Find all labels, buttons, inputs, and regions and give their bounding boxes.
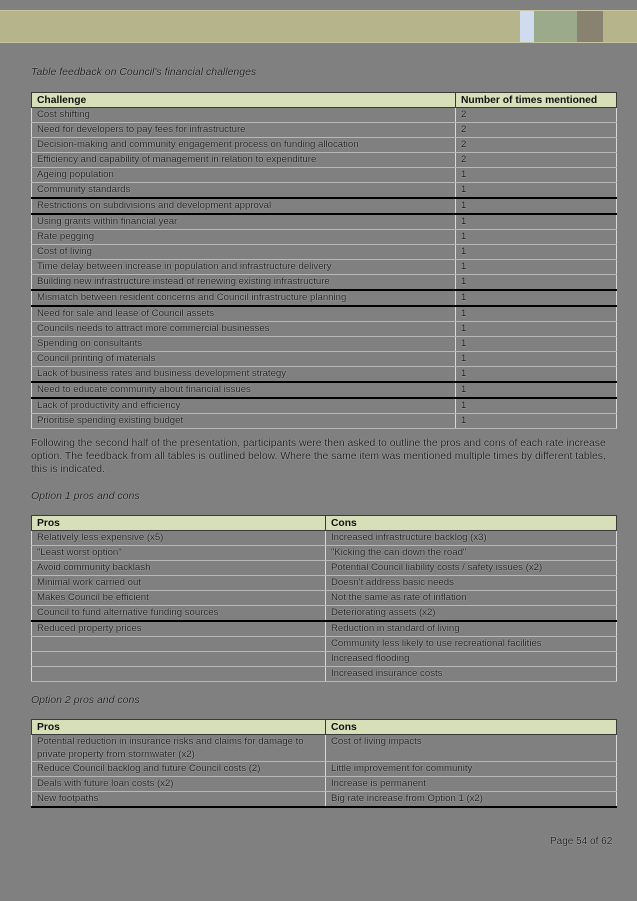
challenges-table — [31, 92, 617, 429]
challenge-cell: Decision-making and community engagement process on funding allocation — [32, 138, 456, 153]
con-cell: "Kicking the can down the road" — [326, 546, 617, 561]
pro-cell — [32, 667, 326, 682]
challenge-cell: Community standards — [32, 183, 456, 199]
count-cell: 1 — [456, 214, 617, 230]
table-row — [32, 735, 617, 762]
column-header-count: Number of times mentioned — [456, 93, 617, 108]
table-row — [32, 652, 617, 667]
option2-caption: Option 2 pros and cons — [31, 694, 140, 706]
challenge-cell: Need for developers to pay fees for infrastructure — [32, 123, 456, 138]
table-row — [32, 667, 617, 682]
pro-cell — [32, 637, 326, 652]
table-row — [32, 198, 617, 214]
con-cell: Reduction in standard of living — [326, 621, 617, 637]
table-row — [32, 591, 617, 606]
table-row — [32, 260, 617, 275]
table-row — [32, 290, 617, 306]
challenge-cell: Councils needs to attract more commercial businesses — [32, 322, 456, 337]
column-header-challenge: Challenge — [32, 93, 456, 108]
challenge-cell: Building new infrastructure instead of renewing existing infrastructure — [32, 275, 456, 291]
con-cell: Increased insurance costs — [326, 667, 617, 682]
count-cell: 1 — [456, 398, 617, 414]
challenge-cell: Ageing population — [32, 168, 456, 183]
challenge-cell: Using grants within financial year — [32, 214, 456, 230]
table-row — [32, 108, 617, 123]
count-cell: 1 — [456, 275, 617, 291]
column-header-pros: Pros — [32, 516, 326, 531]
con-cell: Doesn't address basic needs — [326, 576, 617, 591]
table-header-row — [32, 516, 617, 531]
pro-cell: Council to fund alternative funding sources — [32, 606, 326, 622]
con-cell: Deteriorating assets (x2) — [326, 606, 617, 622]
count-cell: 1 — [456, 337, 617, 352]
con-cell: Cost of living impacts — [326, 735, 617, 762]
challenge-cell: Council printing of materials — [32, 352, 456, 367]
count-cell: 1 — [456, 168, 617, 183]
pro-cell: Reduced property prices — [32, 621, 326, 637]
table-row — [32, 138, 617, 153]
column-header-pros: Pros — [32, 720, 326, 735]
challenge-cell: Cost of living — [32, 245, 456, 260]
challenge-cell: Restrictions on subdivisions and development approval — [32, 198, 456, 214]
pro-cell — [32, 652, 326, 667]
page-number: Page 54 of 62 — [550, 836, 613, 847]
count-cell: 1 — [456, 414, 617, 429]
table-row — [32, 382, 617, 398]
count-cell: 1 — [456, 245, 617, 260]
header-band — [0, 10, 637, 43]
count-cell: 1 — [456, 382, 617, 398]
table-row — [32, 792, 617, 808]
table-row — [32, 546, 617, 561]
column-header-cons: Cons — [326, 516, 617, 531]
con-cell: Increased flooding — [326, 652, 617, 667]
pro-cell: Reduce Council backlog and future Council costs (2) — [32, 762, 326, 777]
challenge-cell: Cost shifting — [32, 108, 456, 123]
table-row — [32, 352, 617, 367]
table-row — [32, 367, 617, 383]
table-row — [32, 322, 617, 337]
count-cell: 2 — [456, 138, 617, 153]
count-cell: 1 — [456, 198, 617, 214]
option1-table — [31, 515, 617, 682]
header-accent-block-brown — [577, 11, 603, 42]
con-cell: Big rate increase from Option 1 (x2) — [326, 792, 617, 808]
table-header-row — [32, 720, 617, 735]
pro-cell: Avoid community backlash — [32, 561, 326, 576]
table-row — [32, 123, 617, 138]
table-row — [32, 214, 617, 230]
intro-paragraph: Following the second half of the presentation, participants were then asked to outline the pros and cons of each rate increase option. The feedback from all tables is outlined below. Where the same item was mentioned multiple times by different tables, this is indicated. — [31, 438, 606, 475]
challenge-cell: Prioritise spending existing budget — [32, 414, 456, 429]
con-cell: Little improvement for community — [326, 762, 617, 777]
option1-caption: Option 1 pros and cons — [31, 490, 140, 502]
table-row — [32, 762, 617, 777]
table-row — [32, 621, 617, 637]
con-cell: Increased infrastructure backlog (x3) — [326, 531, 617, 546]
pro-cell: Minimal work carried out — [32, 576, 326, 591]
count-cell: 1 — [456, 183, 617, 199]
con-cell: Potential Council liability costs / safety issues (x2) — [326, 561, 617, 576]
count-cell: 2 — [456, 123, 617, 138]
table-row — [32, 606, 617, 622]
con-cell: Not the same as rate of inflation — [326, 591, 617, 606]
pro-cell: Relatively less expensive (x5) — [32, 531, 326, 546]
table-row — [32, 576, 617, 591]
table-row — [32, 230, 617, 245]
pro-cell: Deals with future loan costs (x2) — [32, 777, 326, 792]
con-cell: Increase is permanent — [326, 777, 617, 792]
pro-cell: Potential reduction in insurance risks and claims for damage to private property from stormwater (x2) — [32, 735, 326, 762]
con-cell: Community less likely to use recreational facilities — [326, 637, 617, 652]
table-row — [32, 561, 617, 576]
challenge-cell: Time delay between increase in population and infrastructure delivery — [32, 260, 456, 275]
header-accent-block-green — [534, 11, 577, 42]
table-row — [32, 153, 617, 168]
table-row — [32, 531, 617, 546]
table-row — [32, 306, 617, 322]
table-row — [32, 245, 617, 260]
challenge-cell: Lack of business rates and business development strategy — [32, 367, 456, 383]
table-row — [32, 337, 617, 352]
table-row — [32, 275, 617, 291]
challenge-cell: Lack of productivity and efficiency — [32, 398, 456, 414]
column-header-cons: Cons — [326, 720, 617, 735]
challenge-cell: Spending on consultants — [32, 337, 456, 352]
table-row — [32, 168, 617, 183]
challenge-cell: Mismatch between resident concerns and Council infrastructure planning — [32, 290, 456, 306]
count-cell: 2 — [456, 108, 617, 123]
count-cell: 1 — [456, 290, 617, 306]
challenge-cell: Rate pegging — [32, 230, 456, 245]
option2-table — [31, 719, 617, 808]
table-row — [32, 398, 617, 414]
pro-cell: Makes Council be efficient — [32, 591, 326, 606]
pro-cell: "Least worst option" — [32, 546, 326, 561]
count-cell: 1 — [456, 230, 617, 245]
count-cell: 1 — [456, 260, 617, 275]
challenge-cell: Efficiency and capability of management in relation to expenditure — [32, 153, 456, 168]
challenge-cell: Need for sale and lease of Council assets — [32, 306, 456, 322]
count-cell: 1 — [456, 367, 617, 383]
table-header-row — [32, 93, 617, 108]
challenge-cell: Need to educate community about financial issues — [32, 382, 456, 398]
pro-cell: New footpaths — [32, 792, 326, 808]
table-row — [32, 414, 617, 429]
table-row — [32, 777, 617, 792]
table-row — [32, 183, 617, 199]
challenges-caption: Table feedback on Council's financial challenges — [31, 66, 257, 78]
count-cell: 2 — [456, 153, 617, 168]
count-cell: 1 — [456, 352, 617, 367]
header-accent-block-light-blue — [520, 11, 534, 42]
table-row — [32, 637, 617, 652]
count-cell: 1 — [456, 306, 617, 322]
count-cell: 1 — [456, 322, 617, 337]
